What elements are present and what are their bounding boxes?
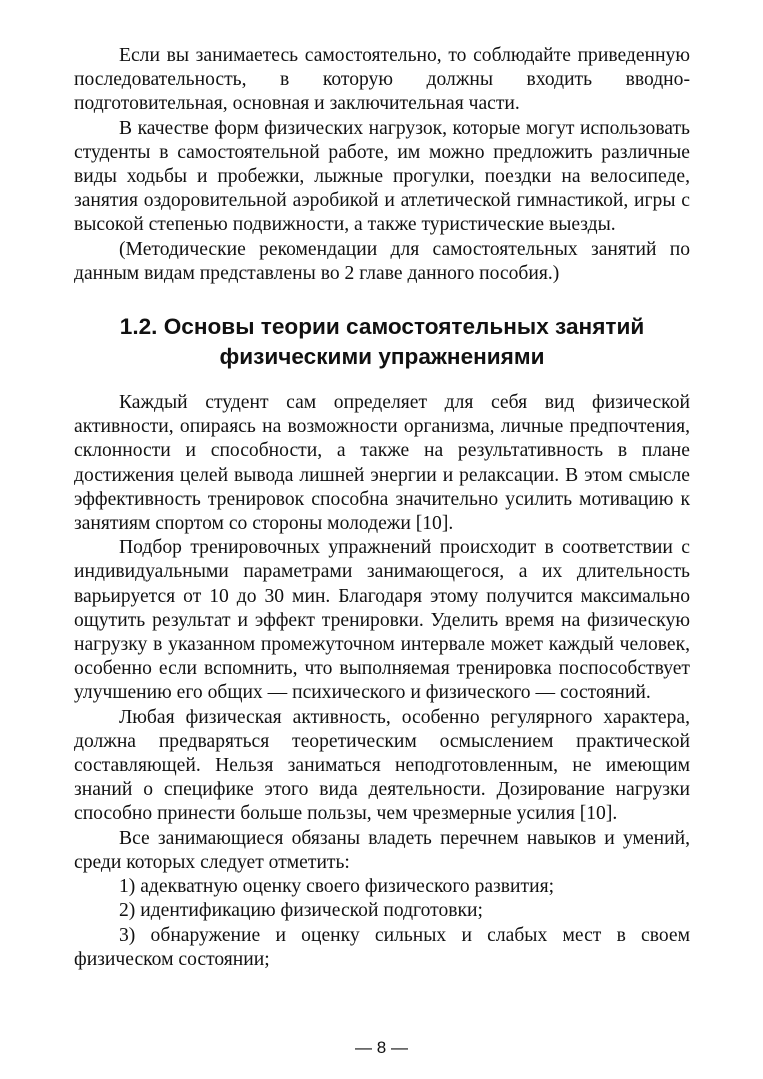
section-heading-line: физическими упражнениями [219, 344, 545, 370]
paragraph: Если вы занимаетесь самостоятельно, то соблюдайте приведенную последовательность, в которую должны входить вводно-подготовительная, основная и заключительная части. [74, 45, 690, 115]
page-number: — 8 — [355, 1038, 408, 1057]
paragraph: Любая физическая активность, особенно регулярного характера, должна предваряться теоретическим осмыслением практической составляющей. Нельзя заниматься неподготовленным, не имеющим знаний о специфике этого вида деятельности. Дозирование нагрузки способно принести больше пользы, чем чрезмерные усилия [10]. [74, 706, 690, 825]
section-heading [74, 312, 690, 372]
paragraph: Подбор тренировочных упражнений происходит в соответствии с индивидуальными параметрами занимающегося, а их длительность варьируется от 10 до 30 мин. Благодаря этому получится максимально ощутить результат и эффект тренировки. Уделить время на физическую нагрузку в указанном промежуточном интервале может каждый человек, особенно если вспомнить, что выполняемая тренировка поспособствует улучшению его общих — психического и физического — состояний. [74, 537, 690, 704]
paragraph: Каждый студент сам определяет для себя вид физической активности, опираясь на возможности организма, личные предпочтения, склонности и способности, а также на результативность в плане достижения целей вывода лишней энергии и релаксации. В этом смысле эффективность тренировок способна значительно усилить мотивацию к занятиям спортом со стороны молодежи [10]. [74, 392, 690, 535]
paragraph: В качестве форм физических нагрузок, которые могут использовать студенты в самостоятельной работе, им можно предложить различные виды ходьбы и пробежки, лыжные прогулки, поездки на велосипеде, занятия оздоровительной аэробикой и атлетической гимнастикой, игры с высокой степенью подвижности, а также туристические выезды. [74, 117, 690, 236]
paragraph: Все занимающиеся обязаны владеть перечнем навыков и умений, среди которых следует отметить: [74, 827, 690, 873]
list-item: 1) адекватную оценку своего физического развития; [119, 876, 555, 898]
list-item: 2) идентификацию физической подготовки; [119, 900, 483, 922]
document-page [74, 44, 690, 972]
list-item: 3) обнаружение и оценку сильных и слабых мест в своем физическом состоянии; [74, 924, 690, 970]
paragraph: (Методические рекомендации для самостоятельных занятий по данным видам представлены во 2 главе данного пособия.) [74, 238, 690, 284]
section-heading-line: 1.2. Основы теории самостоятельных занятий [119, 314, 645, 340]
